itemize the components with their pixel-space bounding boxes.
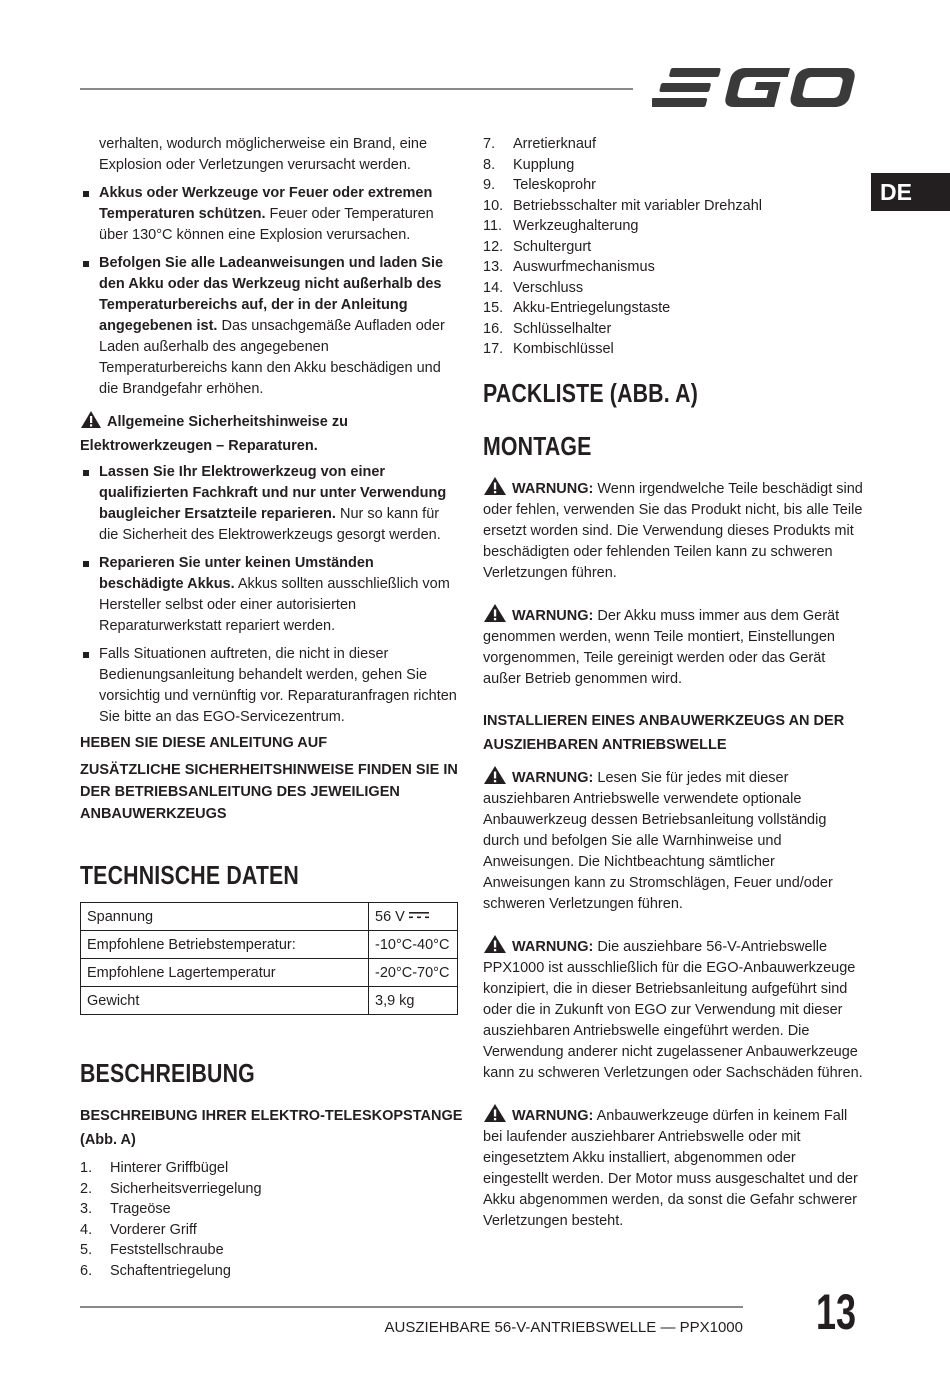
list-item: 5. Feststellschraube (80, 1242, 224, 1258)
list-item: 11. Werkzeughalterung (483, 218, 639, 234)
list-item: 15. Akku-Entriegelungstaste (483, 300, 671, 316)
montage-heading: MONTAGE (483, 431, 592, 461)
language-tab-label: DE (880, 179, 912, 205)
list-item: 1. Hinterer Griffbügel (80, 1160, 229, 1176)
bullet-square-icon (83, 261, 89, 267)
tech-data-heading: TECHNISCHE DATEN (80, 860, 299, 890)
spec-label: Empfohlene Betriebstemperatur: (81, 931, 369, 959)
spec-row (81, 987, 458, 1015)
spec-row (81, 959, 458, 987)
header-rule (80, 88, 633, 90)
list-item: 12. Schultergurt (483, 238, 592, 255)
warning-missing-parts: WARNUNG: Wenn irgendwelche Teile beschädigt sind oder fehlen, verwenden Sie das Produkt nicht, bis alle Teile ersetzt worden sind. Die Verwendung dieses Produkts mit beschädigten oder fehlenden Teilen kann zu schweren Verletzungen führen. (483, 476, 863, 584)
list-item: 8. Kupplung (483, 156, 575, 173)
spec-row (81, 931, 458, 959)
spec-value: -20°C-70°C (369, 959, 458, 987)
repairs-heading: Allgemeine Sicherheitshinweise zu Elektrowerkzeugen – Reparaturen. (80, 410, 460, 458)
spec-value: -10°C-40°C (369, 931, 458, 959)
spec-value: 3,9 kg (369, 987, 458, 1015)
bullet-charging: Befolgen Sie alle Ladeanweisungen und laden Sie den Akku oder das Werkzeug nicht außerhalb des Temperaturbereichs auf, der in der Anleitung angegebenen ist. Das unsachgemäße Aufladen oder Laden außerhalb des angegebenen Temperaturbereichs kann den Akku beschädigen und die Brandgefahr erhöhen. (80, 253, 460, 400)
warning-triangle-icon (483, 765, 507, 785)
spec-row (81, 903, 458, 931)
install-heading: INSTALLIEREN EINES ANBAUWERKZEUGS AN DER AUSZIEHBAREN ANTRIEBSWELLE (483, 713, 845, 753)
list-item: 13. Auswurfmechanismus (483, 259, 655, 275)
description-subheading: BESCHREIBUNG IHRER ELEKTRO-TELESKOPSTANGE (Abb. A) (80, 1108, 463, 1148)
bullet-service-center: Falls Situationen auftreten, die nicht in dieser Bedienungsanleitung behandelt werden, gehen Sie vorsichtig und vernünftig vor. Reparaturanfragen richten Sie bitte an das EGO-Servicezentrum. (80, 644, 460, 728)
montage-warnings (483, 476, 863, 1232)
bullet-qualified-repair: Lassen Sie Ihr Elektrowerkzeug von einer qualifizierten Fachkraft und nur unter Verwendung baugleicher Ersatzteile reparieren. Nur so kann für die Sicherheit des Elektrowerkzeugs gesorgt werden. (80, 462, 460, 546)
bullet-fire: Akkus oder Werkzeuge vor Feuer oder extremen Temperaturen schützen. Feuer oder Temperaturen über 130°C können eine Explosion verursachen. (80, 183, 460, 246)
bullet-damaged-batteries: Reparieren Sie unter keinen Umständen beschädigte Akkus. Akkus sollten ausschließlich vom Hersteller selbst oder einer autorisierten Reparaturwerkstatt repariert werden. (80, 553, 460, 637)
bullet-square-icon (83, 561, 89, 567)
warning-motor-off: WARNUNG: Anbauwerkzeuge dürfen in keinem Fall bei laufender ausziehbarer Antriebswelle oder mit eingesetztem Akku installiert, abgenommen oder eingestellt werden. Der Motor muss ausgeschaltet und der Akku abgenommen werden, da sonst die Gefahr schwerer Verletzungen besteht. (483, 1103, 863, 1232)
warning-triangle-icon (483, 476, 507, 496)
parts-list-right (483, 134, 863, 360)
warning-triangle-icon (483, 934, 507, 954)
list-item: 17. Kombischlüssel (483, 341, 614, 357)
description-block (80, 1104, 465, 1281)
right-parts (483, 134, 863, 360)
spec-label: Gewicht (81, 987, 369, 1015)
warning-read-manual: WARNUNG: Lesen Sie für jedes mit dieser ausziehbaren Antriebswelle verwendete optionale Anbauwerkzeug dessen Betriebsanleitung vollständig durch und befolgen Sie alle Warnhinweise und Anweisungen. Die Nichtbeachtung sämtlicher Anweisungen kann zu Stromschlägen, Feuer und/oder schweren Verletzungen führen. (483, 765, 863, 915)
list-item: 16. Schlüsselhalter (483, 320, 612, 337)
list-item: 14. Verschluss (483, 279, 584, 296)
intro-text: verhalten, wodurch möglicherweise ein Brand, eine Explosion oder Verletzungen verursacht werden. (99, 136, 428, 173)
list-item: 6. Schaftentriegelung (80, 1262, 231, 1279)
list-item: 10. Betriebsschalter mit variabler Drehzahl (483, 197, 763, 214)
list-item: 7. Arretierknauf (483, 136, 597, 152)
warning-triangle-icon (483, 603, 507, 623)
bullet-square-icon (83, 470, 89, 476)
warning-triangle-icon (483, 1103, 507, 1123)
page-number: 13 (816, 1284, 857, 1340)
list-item: 9. Teleskoprohr (483, 177, 597, 193)
spec-label: Spannung (81, 903, 369, 931)
list-item: 2. Sicherheitsverriegelung (80, 1180, 262, 1197)
description-heading: BESCHREIBUNG (80, 1058, 255, 1088)
list-item: 3. Trageöse (80, 1201, 171, 1217)
keep-instructions-heading: HEBEN SIE DIESE ANLEITUNG AUF (80, 735, 328, 751)
spec-value: 56 V (369, 903, 458, 931)
footer-title: AUSZIEHBARE 56-V-ANTRIEBSWELLE — PPX1000 (384, 1319, 743, 1336)
packlist-heading: PACKLISTE (ABB. A) (483, 378, 698, 408)
language-tab (871, 173, 950, 211)
parts-list-left (80, 1158, 465, 1281)
warning-ego-attachments: WARNUNG: Die ausziehbare 56-V-Antriebswelle PPX1000 ist ausschließlich für die EGO-Anbauwerkzeuge konzipiert, die in dieser Betriebsanleitung aufgeführt sind oder die in Zukunft von EGO zur Verwendung mit dieser ausziehbaren Antriebswelle eingeführt werden. Die Verwendung anderer nicht zugelassener Anbauwerkzeuge kann zu schweren Verletzungen oder Sachschäden führen. (483, 934, 863, 1084)
ego-logo (652, 64, 862, 112)
list-item: 4. Vorderer Griff (80, 1221, 197, 1238)
warning-triangle-icon (80, 410, 102, 429)
bullet-square-icon (83, 191, 89, 197)
bullet-square-icon (83, 652, 89, 658)
spec-label: Empfohlene Lagertemperatur (81, 959, 369, 987)
footer-rule (80, 1306, 743, 1308)
extra-safety-heading: ZUSÄTZLICHE SICHERHEITSHINWEISE FINDEN SIE IN DER BETRIEBSANLEITUNG DES JEWEILIGEN ANBAUWERKZEUGS (80, 762, 458, 822)
dc-current-icon (409, 912, 429, 919)
warning-remove-battery: WARNUNG: Der Akku muss immer aus dem Gerät genommen werden, wenn Teile montiert, Einstellungen vorgenommen, Teile gereinigt werden oder das Gerät außer Betrieb genommen wird. (483, 603, 863, 690)
left-column (80, 134, 460, 825)
spec-table (80, 902, 458, 1015)
